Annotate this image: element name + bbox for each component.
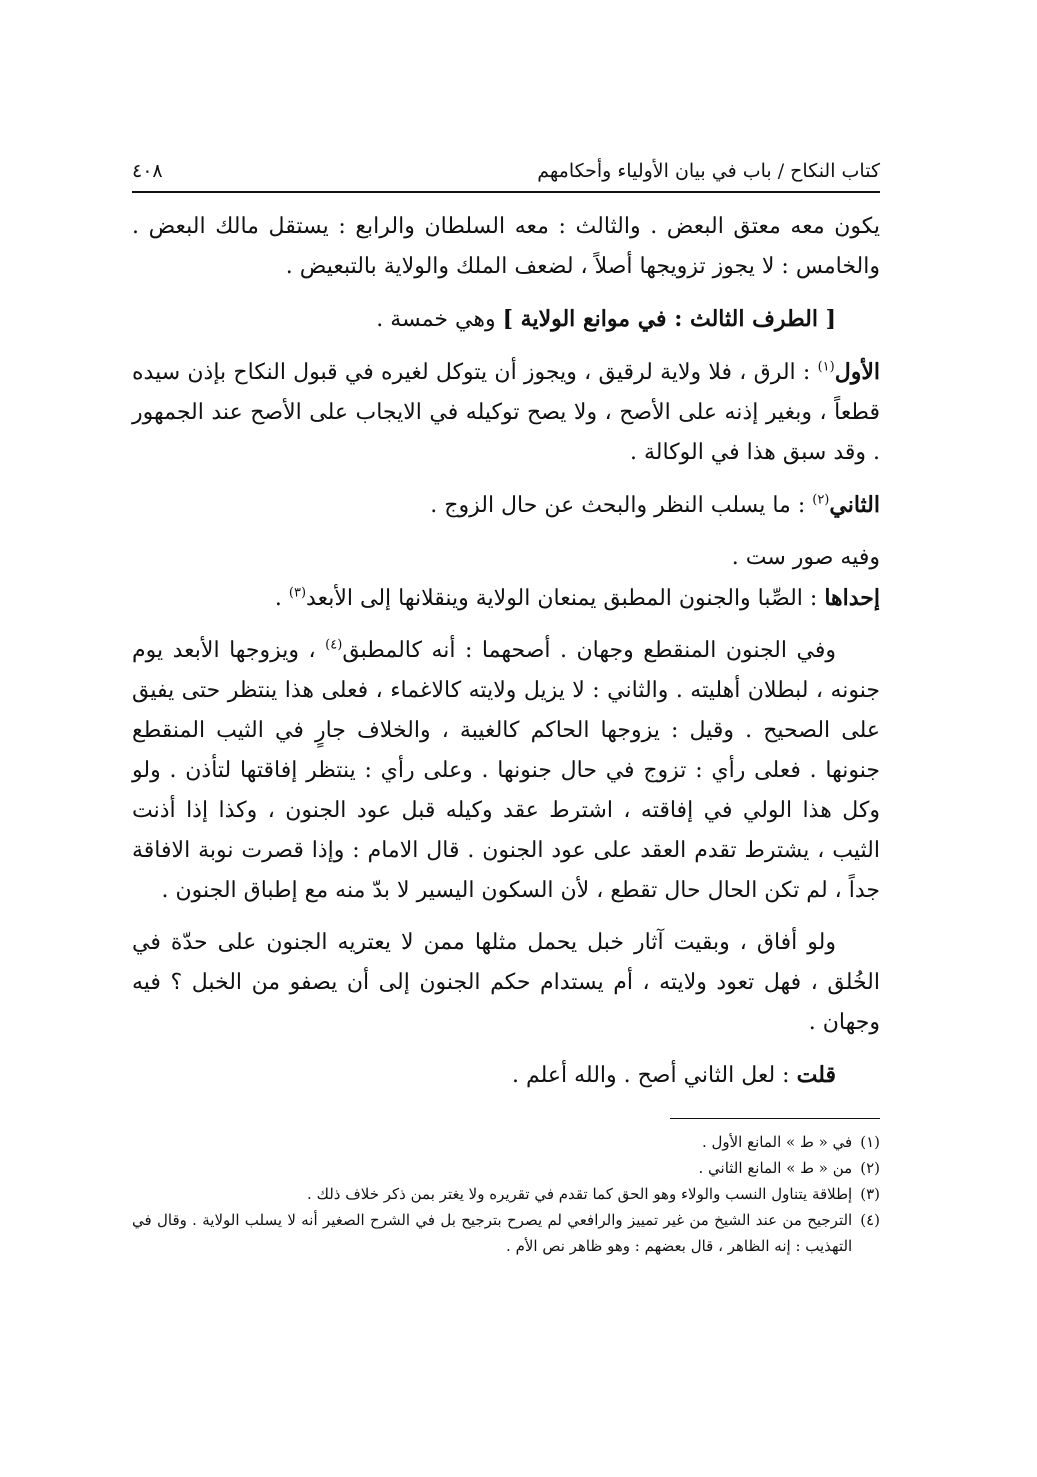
page-number: ٤٠٨: [132, 160, 163, 182]
footnote-ref-4: (٤): [325, 637, 343, 653]
footnotes: [132, 1129, 880, 1259]
paragraph-1-text: يكون معه معتق البعض . والثالث : معه السلطان والرابع : يستقل مالك البعض . والخامس : لا يجوز تزويجها أصلاً ، لضعف الملك والولاية بالتبعيض .: [132, 214, 880, 279]
footnote-number: (١): [860, 1133, 880, 1151]
note-text: : لعل الثاني أصح . والله أعلم .: [511, 1063, 797, 1088]
paragraph-six-cases: [132, 538, 880, 578]
first-barrier-label: الأول: [834, 359, 880, 385]
paragraph-case-one: [132, 578, 880, 619]
section-heading-title: [ الطرف الثالث : في موانع الولاية ]: [502, 306, 836, 332]
running-header: [132, 160, 880, 191]
case-one-text: : الصِّبا والجنون المطبق يمنعان الولاية وينقلانها إلى الأبعد: [306, 586, 825, 611]
note-label: قلت: [796, 1062, 836, 1088]
paragraph-first-barrier: [132, 352, 880, 473]
paragraph-note: [132, 1055, 880, 1096]
paragraph-1: [132, 207, 880, 287]
section-heading: [132, 299, 880, 340]
section-heading-rest: وهي خمسة .: [376, 307, 503, 332]
footnote-ref-1: (١): [817, 359, 835, 375]
paragraph-second-barrier: [132, 485, 880, 526]
footnote-text: في « ط » المانع الأول .: [701, 1133, 853, 1151]
footnote-text: إطلاقة يتناول النسب والولاء وهو الحق كما تقدم في تقريره ولا يغتر بمن ذكر خلاف ذلك .: [307, 1185, 853, 1203]
paragraph-recovery: [132, 923, 880, 1043]
footnote-number: (٤): [860, 1211, 880, 1229]
footnote-text: من « ط » المانع الثاني .: [698, 1159, 853, 1177]
first-barrier-text: : الرق ، فلا ولاية لرقيق ، ويجوز أن يتوكل لغيره في قبول النكاح بإذن سيده قطعاً ، وبغير إذنه على الأصح ، ولا يصح توكيله في الايجاب على الأصح عند الجمهور . وقد سبق هذا في الوكالة .: [132, 360, 880, 465]
footnote-ref-3: (٣): [288, 585, 307, 601]
footnote: [132, 1155, 880, 1181]
footnote: [132, 1181, 880, 1207]
footnote: [132, 1129, 880, 1155]
footnote-divider: [670, 1118, 880, 1119]
intermittent-text-a: وفي الجنون المنقطع وجهان . أصحهما : أنه كالمطبق: [342, 638, 836, 663]
page: [132, 160, 880, 1259]
recovery-text: ولو أفاق ، وبقيت آثار خبل يحمل مثلها ممن لا يعتريه الجنون على حدّة في الخُلق ، فهل تعود ولايته ، أم يستدام حكم الجنون إلى أن يصفو من الخبل ؟ فيه وجهان .: [132, 930, 880, 1035]
second-barrier-text: : ما يسلب النظر والبحث عن حال الزوج .: [430, 493, 813, 518]
footnote-ref-2: (٢): [812, 492, 830, 508]
case-one-label: إحداها: [824, 585, 880, 611]
running-title: كتاب النكاح / باب في بيان الأولياء وأحكامهم: [537, 160, 880, 182]
footnote: [132, 1207, 880, 1259]
case-one-end: .: [274, 586, 289, 611]
footnote-text: الترجيح من عند الشيخ من غير تمييز والرافعي لم يصرح بترجيح بل في الشرح الصغير أنه لا يسلب الولاية . وقال في التهذيب : إنه الظاهر ، قال بعضهم : وهو ظاهر نص الأم .: [132, 1211, 853, 1255]
paragraph-intermittent-insanity: [132, 631, 880, 911]
intermittent-text-b: ، ويزوجها الأبعد يوم جنونه ، لبطلان أهليته . والثاني : لا يزيل ولايته كالاغماء ، فعلى هذا ينتظر حتى يفيق على الصحيح . وقيل : يزوجها الحاكم كالغيبة ، والخلاف جارٍ في الثيب المنقطع جنونها . فعلى رأي : تزوج في حال جنونها . وعلى رأي : ينتظر إفاقتها لتأذن . ولو وكل هذا الولي في إفاقته ، اشترط عقد وكيله قبل عود الجنون ، وكذا إذا أذنت الثيب ، يشترط تقدم العقد على عود الجنون . قال الامام : وإذا قصرت نوبة الافاقة جداً ، لم تكن الحال حال تقطع ، لأن السكون اليسير لا بدّ منه مع إطباق الجنون .: [132, 638, 880, 903]
footnote-number: (٣): [860, 1185, 880, 1203]
second-barrier-label: الثاني: [829, 492, 880, 518]
footnote-number: (٢): [860, 1159, 880, 1177]
header-divider: [132, 191, 880, 193]
six-cases-text: وفيه صور ست .: [731, 545, 880, 570]
